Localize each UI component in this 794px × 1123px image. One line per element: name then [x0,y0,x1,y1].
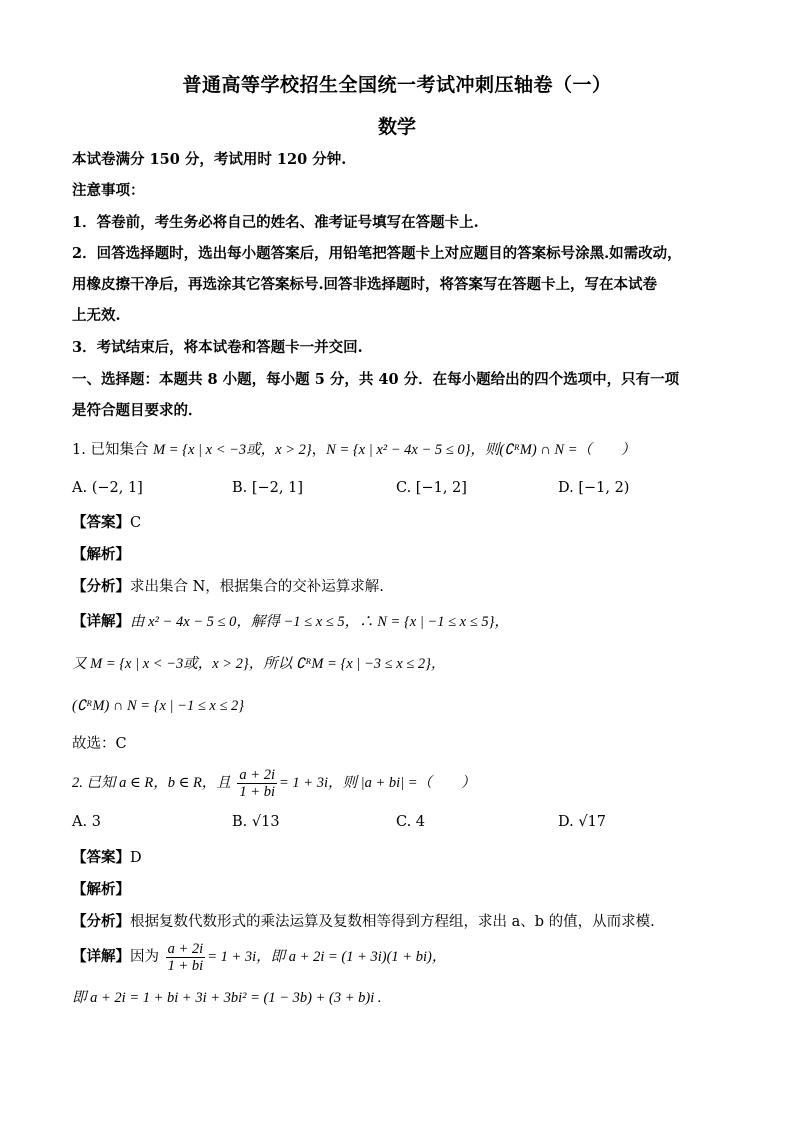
question-1-step-1 [72,612,732,632]
notes-heading: 注意事项： [72,182,145,199]
question-1-option-b: B. [−2, 1] [232,480,304,496]
note-1: 1．答卷前，考生务必将自己的姓名、准考证号填写在答题卡上. [72,214,479,231]
score-line: 本试卷满分 150 分，考试用时 120 分钟. [72,151,347,168]
question-2-prefix: 2. 已知 a ∈ R，b ∈ R，且 [72,775,231,791]
answer-tag: 【答案】 [72,514,130,531]
xiangjie-tag: 【详解】 [72,613,130,630]
note-2-line-1: 2．回答选择题时，选出每小题答案后，用铅笔把答题卡上对应题目的答案标号涂黑.如需改动， [72,245,682,262]
fenxi-text: 根据复数代数形式的乘法运算及复数相等得到方程组，求出 a、b 的值，从而求模. [130,914,655,930]
question-1-option-a: A. (−2, 1] [72,480,143,496]
question-2-analysis-tag: 【解析】 [72,881,130,898]
subject-title: 数学 [377,116,416,138]
answer-value: D [130,850,142,866]
question-1-fenxi [72,577,732,597]
fraction-numerator: a + 2i [239,766,275,783]
step-1-fraction [166,941,206,974]
question-1-step-3: (∁ᴿM) ∩ N = {x | −1 ≤ x ≤ 2} [72,698,245,714]
question-1-set-n: N = {x | x² − 4x − 5 ≤ 0} [326,442,471,458]
question-1-set-m: M = {x | x < −3或，x > 2} [153,442,312,458]
question-1-prefix: 1. 已知集合 [72,442,149,458]
step-1-text: 由 x² − 4x − 5 ≤ 0，解得 −1 ≤ x ≤ 5，∴ N = {x | −1 ≤ x ≤ 5}， [130,614,509,630]
question-1-sep: ， [311,442,327,458]
xiangjie-tag: 【详解】 [72,948,130,965]
note-2-line-3: 上无效. [72,307,121,324]
answer-value: C [130,515,142,531]
question-1-step-2: 又 M = {x | x < −3或，x > 2}，所以 ∁ᴿM = {x | −3 ≤ x ≤ 2}， [72,656,446,672]
question-2-option-d: D. √17 [558,814,607,830]
step-1-suffix: = 1 + 3i，即 a + 2i = (1 + 3i)(1 + bi)， [207,949,447,965]
answer-tag: 【答案】 [72,849,130,866]
fenxi-tag: 【分析】 [72,578,130,595]
fraction-numerator: a + 2i [167,940,204,957]
question-2-step-1 [72,940,732,974]
question-2-answer [72,848,732,868]
question-2-step-2: 即 a + 2i = 1 + bi + 3i + 3bi² = (1 − 3b) + (3 + b)i . [72,990,382,1006]
question-2-fraction [237,767,277,800]
question-2-stem [72,766,732,800]
note-2-line-2: 用橡皮擦干净后，再选涂其它答案标号.回答非选择题时，将答案写在答题卡上，写在本试卷 [72,276,658,293]
section-1-heading-line-2: 是符合题目要求的． [72,402,203,419]
question-2-option-a: A. 3 [72,814,101,830]
question-1-option-c: C. [−1, 2] [396,480,467,496]
question-1-analysis-tag: 【解析】 [72,546,130,563]
step-1-prefix: 因为 [130,949,159,965]
question-1-option-d: D. [−1, 2) [558,480,630,496]
question-2-suffix: = 1 + 3i，则 |a + bi| =（ ） [279,775,476,791]
question-1-stem [72,440,732,460]
question-1-ask: ，则(∁ᴿM) ∩ N =（ ） [470,442,636,458]
fraction-denominator: 1 + bi [167,957,204,974]
question-2-option-b: B. √13 [232,814,280,830]
note-3: 3．考试结束后，将本试卷和答题卡一并交回. [72,339,363,356]
question-2-option-c: C. 4 [396,814,426,830]
exam-title: 普通高等学校招生全国统一考试冲刺压轴卷（一） [182,74,612,96]
question-1-conclusion: 故选：C [72,736,127,752]
question-2-fenxi [72,912,732,932]
question-1-answer [72,513,732,533]
section-1-heading-line-1: 一、选择题：本题共 8 小题，每小题 5 分，共 40 分．在每小题给出的四个选项中，只有一项 [72,371,680,388]
fenxi-tag: 【分析】 [72,913,130,930]
fraction-denominator: 1 + bi [239,783,275,800]
fenxi-text: 求出集合 N，根据集合的交补运算求解. [130,579,384,595]
